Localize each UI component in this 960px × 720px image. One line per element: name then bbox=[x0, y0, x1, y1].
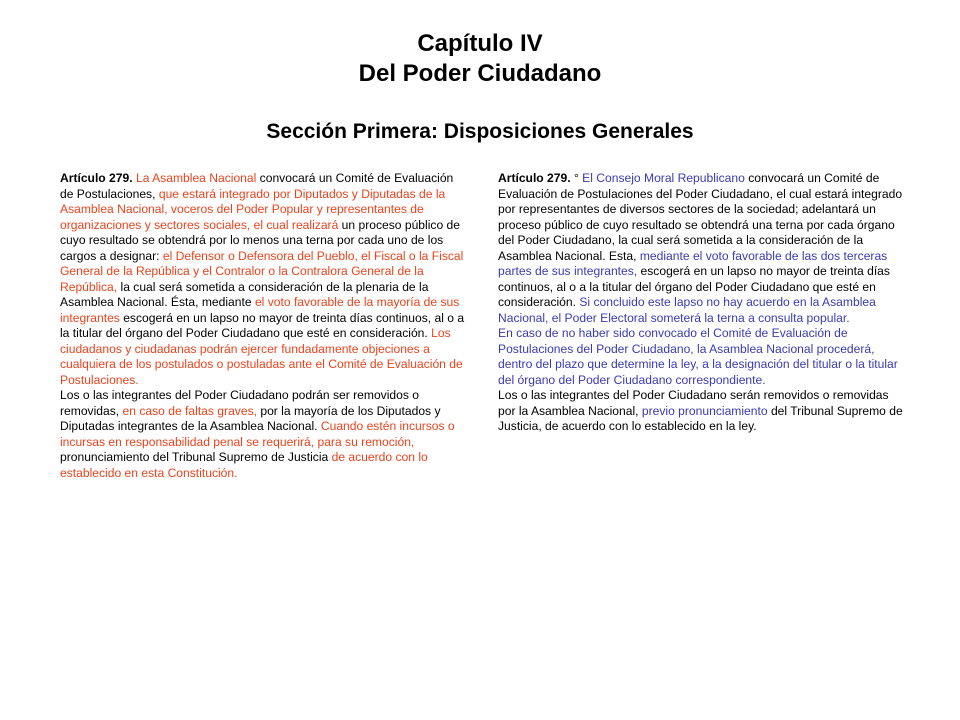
text-segment: El Consejo Moral Republicano bbox=[582, 171, 745, 185]
article-paragraph bbox=[498, 171, 904, 326]
article-paragraph bbox=[60, 388, 470, 481]
text-segment: Cuando estén incursos o incursas en responsabilidad penal se requerirá, para su remoción, bbox=[60, 419, 455, 449]
text-segment: del Tribunal Supremo de Justicia, de acuerdo con lo establecido en la ley. bbox=[498, 403, 903, 433]
article-1999-column bbox=[60, 171, 470, 481]
article-paragraph bbox=[60, 171, 470, 388]
article-paragraph bbox=[498, 388, 904, 435]
text-segment: En caso de no haber sido convocado el Comité de Evaluación de Postulaciones del Poder Ciudadano, la Asamblea Nacional procederá, dentro del plazo que determine la ley, a la designación del titular o la titular del órgano del Poder Ciudadano correspondiente. bbox=[498, 326, 898, 387]
chapter-subtitle: Del Poder Ciudadano bbox=[358, 60, 602, 87]
text-segment: la cual será sometida a consideración de la plenaria de la Asamblea Nacional. Ésta, mediante bbox=[60, 279, 429, 309]
text-segment: escogerá en un lapso no mayor de treinta días continuos, al o a la titular del órgano del Poder Ciudadano que esté en consideración. bbox=[498, 264, 890, 309]
text-segment: previo pronunciamiento bbox=[641, 403, 768, 418]
text-segment: Los o las integrantes del Poder Ciudadano podrán ser removidos o removidas, bbox=[60, 388, 420, 418]
article-paragraph bbox=[498, 326, 904, 388]
text-segment: el voto favorable de la mayoría de sus integrantes bbox=[60, 295, 460, 325]
chapter-title: Capítulo IV bbox=[417, 30, 543, 57]
text-segment: mediante el voto favorable de las dos terceras partes de sus integrantes, bbox=[498, 248, 888, 278]
text-segment: Los o las integrantes del Poder Ciudadano serán removidos o removidas por la Asamblea Nacional, bbox=[498, 388, 889, 418]
text-segment: escogerá en un lapso no mayor de treinta días continuos, al o a la titular del órgano del Poder Ciudadano que esté en consideración. bbox=[60, 310, 465, 340]
text-segment: convocará un Comité de Evaluación de Postulaciones del Poder Ciudadano, el cual estará integrado por representantes de diversos sectores de la sociedad; adelantará un proceso público de cuyo resultado se obtendrá una terna por cada órgano del Poder Ciudadano, la cual será sometida a la consideración de la Asamblea Nacional. Esta, bbox=[498, 171, 903, 263]
text-segment: pronunciamiento del Tribunal Supremo de Justicia bbox=[60, 450, 332, 464]
text-segment: La Asamblea Nacional bbox=[135, 171, 257, 185]
text-segment: Los ciudadanos y ciudadanas podrán ejercer fundadamente objeciones a cualquiera de los postulados o postuladas ante el Comité de Evaluación de Postulaciones. bbox=[60, 326, 463, 387]
article-reform-column bbox=[498, 171, 904, 435]
text-segment: Artículo 279. bbox=[60, 171, 133, 185]
text-segment: Artículo 279. bbox=[498, 171, 571, 185]
text-segment: de acuerdo con lo establecido en esta Constitución. bbox=[60, 450, 428, 480]
text-segment: por la mayoría de los Diputados y Diputadas integrantes de la Asamblea Nacional. bbox=[60, 403, 441, 433]
text-segment: Si concluido este lapso no hay acuerdo en la Asamblea Nacional, el Poder Electoral someterá la terna a consulta popular. bbox=[498, 295, 876, 325]
section-title: Sección Primera: Disposiciones Generales bbox=[266, 120, 694, 143]
text-segment: un proceso público de cuyo resultado se obtendrá por lo menos una terna por cada uno de los cargos a designar: bbox=[60, 217, 460, 263]
text-segment: que estará integrado por Diputados y Diputadas de la Asamblea Nacional, voceros del Poder Popular y representantes de organizaciones y sectores sociales, el cual realizará bbox=[60, 186, 446, 232]
text-segment: el Defensor o Defensora del Pueblo, el Fiscal o la Fiscal General de la República y el Contralor o la Contralora General de la República, bbox=[60, 248, 464, 294]
text-segment: convocará un Comité de Evaluación de Postulaciones, bbox=[60, 171, 454, 201]
text-segment: en caso de faltas graves, bbox=[122, 403, 257, 418]
text-segment: ° bbox=[570, 171, 583, 185]
